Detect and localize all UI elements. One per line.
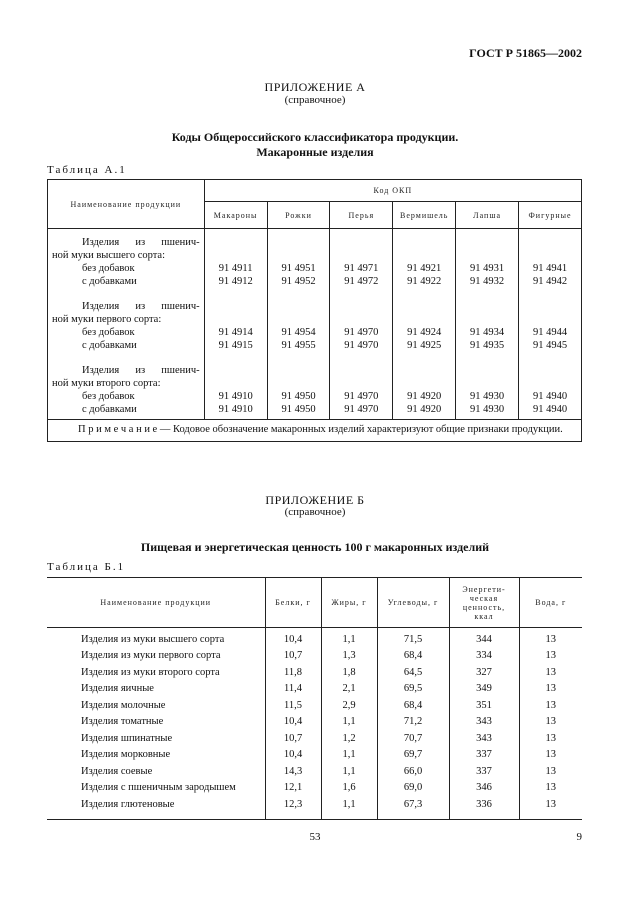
value-cell: 13 <box>545 782 556 793</box>
empty-cell <box>519 314 582 327</box>
b-header-protein: Белки, г <box>265 578 321 628</box>
okp-code-cell: 91 4911 <box>204 263 267 276</box>
empty-cell <box>393 314 456 327</box>
okp-code-cell: 91 4941 <box>519 263 582 276</box>
spacer-cell <box>519 229 582 237</box>
empty-cell <box>456 301 519 314</box>
spacer-cell <box>48 229 205 237</box>
empty-cell <box>330 237 393 250</box>
table-a1-label: Таблица А.1 <box>47 164 127 176</box>
empty-cell <box>330 250 393 263</box>
table-row <box>47 799 582 816</box>
okp-code-cell: 91 4921 <box>393 263 456 276</box>
value-cell: 66,0 <box>377 766 449 783</box>
group-title-row <box>48 365 582 378</box>
value-cell: 69,7 <box>377 749 449 766</box>
row-name: без добавок <box>82 262 135 274</box>
row-name: с добавками <box>82 339 137 351</box>
spacer-cell <box>393 229 456 237</box>
okp-code-cell: 91 4920 <box>393 404 456 417</box>
row-name: Изделия шпинатные <box>47 733 265 750</box>
table-row <box>47 749 582 766</box>
spacer-cell <box>393 353 456 365</box>
value-cell: 1,8 <box>321 667 377 684</box>
appendix-a-section-title-1: Коды Общероссийского классификатора продукции. <box>171 130 459 144</box>
group-title-row <box>48 314 582 327</box>
empty-cell <box>456 250 519 263</box>
row-name: без добавок <box>82 326 135 338</box>
table-row <box>48 263 582 276</box>
okp-code-cell: 91 4922 <box>393 276 456 289</box>
okp-code-cell: 91 4910 <box>204 404 267 417</box>
table-a1 <box>47 179 582 442</box>
spacer-cell <box>449 815 519 819</box>
table-b1-body <box>47 628 582 820</box>
okp-code-cell: 91 4972 <box>330 276 393 289</box>
value-cell: 1,1 <box>321 799 377 816</box>
value-cell: 11,4 <box>265 683 321 700</box>
okp-code-cell: 91 4952 <box>267 276 330 289</box>
empty-cell <box>519 378 582 391</box>
value-cell: 343 <box>449 733 519 750</box>
value-cell: 10,7 <box>265 650 321 667</box>
page-number-center: 53 <box>309 831 321 843</box>
value-cell: 12,3 <box>265 799 321 816</box>
spacer-cell <box>48 353 205 365</box>
value-cell: 14,3 <box>265 766 321 783</box>
value-cell: 1,2 <box>321 733 377 750</box>
value-cell: 13 <box>545 699 556 711</box>
table-row <box>47 733 582 750</box>
header-col-makarony: Макароны <box>204 202 267 229</box>
spacer-row <box>48 353 582 365</box>
spacer-cell <box>204 289 267 301</box>
table-row <box>47 667 582 684</box>
value-cell: 349 <box>449 683 519 700</box>
row-name: Изделия молочные <box>47 700 265 717</box>
row-name: Изделия из муки первого сорта <box>47 650 265 667</box>
table-a1-note <box>48 420 582 442</box>
group-title-row <box>48 250 582 263</box>
group-title-line-1: Изделия из пшенич- <box>82 236 200 248</box>
header-okp-code: Код ОКП <box>204 180 581 202</box>
value-cell: 10,4 <box>265 749 321 766</box>
value-cell: 68,4 <box>377 700 449 717</box>
value-cell: 13 <box>545 633 556 645</box>
table-row <box>48 276 582 289</box>
okp-code-cell: 91 4920 <box>393 391 456 404</box>
b-header-water: Вода, г <box>519 578 582 628</box>
header-col-figurnye: Фигурные <box>519 202 582 229</box>
okp-code-cell: 91 4935 <box>456 340 519 353</box>
value-cell: 13 <box>545 732 556 744</box>
empty-cell <box>330 365 393 378</box>
spacer-cell <box>48 289 205 301</box>
spacer-cell <box>47 815 265 819</box>
table-a1-body <box>48 229 582 420</box>
group-title-line-1: Изделия из пшенич- <box>82 364 200 376</box>
row-name: Изделия яичные <box>47 683 265 700</box>
appendix-a-title: ПРИЛОЖЕНИЕ А <box>264 80 366 94</box>
okp-code-cell: 91 4912 <box>204 276 267 289</box>
okp-code-cell: 91 4970 <box>330 327 393 340</box>
empty-cell <box>267 301 330 314</box>
value-cell: 334 <box>449 650 519 667</box>
empty-cell <box>267 237 330 250</box>
spacer-cell <box>267 289 330 301</box>
table-row <box>47 716 582 733</box>
okp-code-cell: 91 4930 <box>456 404 519 417</box>
group-title-line-2: ной муки высшего сорта: <box>52 249 166 261</box>
table-row <box>47 634 582 651</box>
table-row <box>47 700 582 717</box>
spacer-cell <box>456 229 519 237</box>
spacer-cell <box>519 353 582 365</box>
table-row <box>47 782 582 799</box>
group-title-line-2: ной муки второго сорта: <box>52 377 161 389</box>
value-cell: 70,7 <box>377 733 449 750</box>
header-col-vermishel: Вермишель <box>393 202 456 229</box>
value-cell: 13 <box>545 798 556 810</box>
value-cell: 337 <box>449 749 519 766</box>
group-title-line-2: ной муки первого сорта: <box>52 313 162 325</box>
value-cell: 64,5 <box>377 667 449 684</box>
group-title-line-1: Изделия из пшенич- <box>82 300 200 312</box>
okp-code-cell: 91 4950 <box>267 404 330 417</box>
okp-code-cell: 91 4910 <box>204 391 267 404</box>
empty-cell <box>267 250 330 263</box>
value-cell: 2,9 <box>321 700 377 717</box>
spacer-cell <box>519 815 582 819</box>
empty-cell <box>519 301 582 314</box>
row-name: с добавками <box>82 275 137 287</box>
table-b1-label: Таблица Б.1 <box>47 561 126 573</box>
okp-code-cell: 91 4934 <box>456 327 519 340</box>
appendix-a-subtitle: (справочное) <box>284 94 346 106</box>
spacer-cell <box>267 353 330 365</box>
b-header-fat: Жиры, г <box>321 578 377 628</box>
group-title-row <box>48 301 582 314</box>
empty-cell <box>204 250 267 263</box>
value-cell: 346 <box>449 782 519 799</box>
spacer-row <box>48 289 582 301</box>
value-cell: 1,1 <box>321 766 377 783</box>
empty-cell <box>393 365 456 378</box>
empty-cell <box>393 378 456 391</box>
document-code: ГОСТ Р 51865—2002 <box>469 46 582 60</box>
value-cell: 1,1 <box>321 749 377 766</box>
value-cell: 13 <box>545 765 556 777</box>
okp-code-cell: 91 4955 <box>267 340 330 353</box>
value-cell: 1,1 <box>321 716 377 733</box>
okp-code-cell: 91 4914 <box>204 327 267 340</box>
group-title-row <box>48 378 582 391</box>
okp-code-cell: 91 4944 <box>519 327 582 340</box>
spacer-cell <box>330 229 393 237</box>
empty-cell <box>393 301 456 314</box>
okp-code-cell: 91 4970 <box>330 404 393 417</box>
value-cell: 71,2 <box>377 716 449 733</box>
empty-cell <box>456 314 519 327</box>
b-header-energy: Энергети-ческая ценность, ккал <box>449 578 519 628</box>
empty-cell <box>267 365 330 378</box>
okp-code-cell: 91 4931 <box>456 263 519 276</box>
empty-cell <box>267 314 330 327</box>
value-cell: 67,3 <box>377 799 449 816</box>
b-header-product-name: Наименование продукции <box>47 578 265 628</box>
value-cell: 10,7 <box>265 733 321 750</box>
table-row <box>47 683 582 700</box>
row-name: Изделия из муки высшего сорта <box>47 634 265 651</box>
row-name: Изделия с пшеничным зародышем <box>47 782 265 799</box>
appendix-b-subtitle: (справочное) <box>284 506 346 518</box>
okp-code-cell: 91 4945 <box>519 340 582 353</box>
value-cell: 1,3 <box>321 650 377 667</box>
row-name: Изделия томатные <box>47 716 265 733</box>
appendix-a-section-title-2: Макаронные изделия <box>256 145 374 159</box>
value-cell: 336 <box>449 799 519 816</box>
spacer-cell <box>321 815 377 819</box>
empty-cell <box>204 237 267 250</box>
empty-cell <box>330 301 393 314</box>
header-col-lapsha: Лапша <box>456 202 519 229</box>
row-name: Изделия из муки второго сорта <box>47 667 265 684</box>
table-b1 <box>47 577 582 820</box>
group-title-row <box>48 237 582 250</box>
spacer-cell <box>456 289 519 301</box>
spacer-cell <box>456 353 519 365</box>
appendix-b-title: ПРИЛОЖЕНИЕ Б <box>265 493 365 507</box>
header-col-rozhki: Рожки <box>267 202 330 229</box>
row-name: с добавками <box>82 403 137 415</box>
spacer-cell <box>204 353 267 365</box>
value-cell: 11,8 <box>265 667 321 684</box>
empty-cell <box>204 314 267 327</box>
okp-code-cell: 91 4930 <box>456 391 519 404</box>
header-col-perya: Перья <box>330 202 393 229</box>
value-cell: 10,4 <box>265 634 321 651</box>
okp-code-cell: 91 4970 <box>330 340 393 353</box>
empty-cell <box>204 378 267 391</box>
value-cell: 10,4 <box>265 716 321 733</box>
value-cell: 344 <box>449 634 519 651</box>
okp-code-cell: 91 4950 <box>267 391 330 404</box>
note-text: Кодовое обозначение макаронных изделий характеризуют общие признаки продукции. <box>172 424 563 435</box>
value-cell: 1,6 <box>321 782 377 799</box>
row-name: Изделия глютеновые <box>47 799 265 816</box>
value-cell: 13 <box>545 749 556 760</box>
appendix-b-section-title: Пищевая и энергетическая ценность 100 г макаронных изделий <box>140 540 490 554</box>
table-row <box>47 766 582 783</box>
table-row <box>47 650 582 667</box>
b-header-carbs: Углеводы, г <box>377 578 449 628</box>
empty-cell <box>204 301 267 314</box>
value-cell: 343 <box>449 716 519 733</box>
spacer-cell <box>519 289 582 301</box>
empty-cell <box>267 378 330 391</box>
spacer-cell <box>330 289 393 301</box>
table-row <box>48 327 582 340</box>
okp-code-cell: 91 4970 <box>330 391 393 404</box>
okp-code-cell: 91 4940 <box>519 404 582 417</box>
spacer-cell <box>267 229 330 237</box>
value-cell: 13 <box>545 716 556 727</box>
value-cell: 68,4 <box>377 650 449 667</box>
value-cell: 351 <box>449 700 519 717</box>
spacer-row <box>47 815 582 819</box>
spacer-cell <box>377 815 449 819</box>
page-number-right: 9 <box>576 831 582 843</box>
value-cell: 71,5 <box>377 634 449 651</box>
okp-code-cell: 91 4915 <box>204 340 267 353</box>
value-cell: 12,1 <box>265 782 321 799</box>
empty-cell <box>519 365 582 378</box>
table-row <box>48 404 582 417</box>
spacer-cell <box>204 229 267 237</box>
spacer-row <box>48 229 582 237</box>
okp-code-cell: 91 4924 <box>393 327 456 340</box>
empty-cell <box>456 237 519 250</box>
okp-code-cell: 91 4940 <box>519 391 582 404</box>
value-cell: 13 <box>545 683 556 694</box>
okp-code-cell: 91 4954 <box>267 327 330 340</box>
value-cell: 1,1 <box>321 634 377 651</box>
value-cell: 69,0 <box>377 782 449 799</box>
empty-cell <box>393 250 456 263</box>
row-name: без добавок <box>82 390 135 402</box>
value-cell: 69,5 <box>377 683 449 700</box>
note-prefix: П р и м е ч а н и е — <box>78 424 171 435</box>
table-row <box>48 340 582 353</box>
okp-code-cell: 91 4951 <box>267 263 330 276</box>
empty-cell <box>519 250 582 263</box>
value-cell: 13 <box>545 666 556 678</box>
value-cell: 337 <box>449 766 519 783</box>
table-row <box>48 391 582 404</box>
okp-code-cell: 91 4925 <box>393 340 456 353</box>
value-cell: 13 <box>545 650 556 661</box>
spacer-cell <box>330 353 393 365</box>
value-cell: 2,1 <box>321 683 377 700</box>
row-name: Изделия соевые <box>47 766 265 783</box>
okp-code-cell: 91 4932 <box>456 276 519 289</box>
empty-cell <box>519 237 582 250</box>
empty-cell <box>204 365 267 378</box>
empty-cell <box>456 378 519 391</box>
header-product-name: Наименование продукции <box>48 180 205 229</box>
value-cell: 327 <box>449 667 519 684</box>
okp-code-cell: 91 4942 <box>519 276 582 289</box>
empty-cell <box>393 237 456 250</box>
spacer-cell <box>393 289 456 301</box>
empty-cell <box>330 314 393 327</box>
spacer-cell <box>265 815 321 819</box>
row-name: Изделия морковные <box>47 749 265 766</box>
empty-cell <box>456 365 519 378</box>
empty-cell <box>330 378 393 391</box>
value-cell: 11,5 <box>265 700 321 717</box>
okp-code-cell: 91 4971 <box>330 263 393 276</box>
